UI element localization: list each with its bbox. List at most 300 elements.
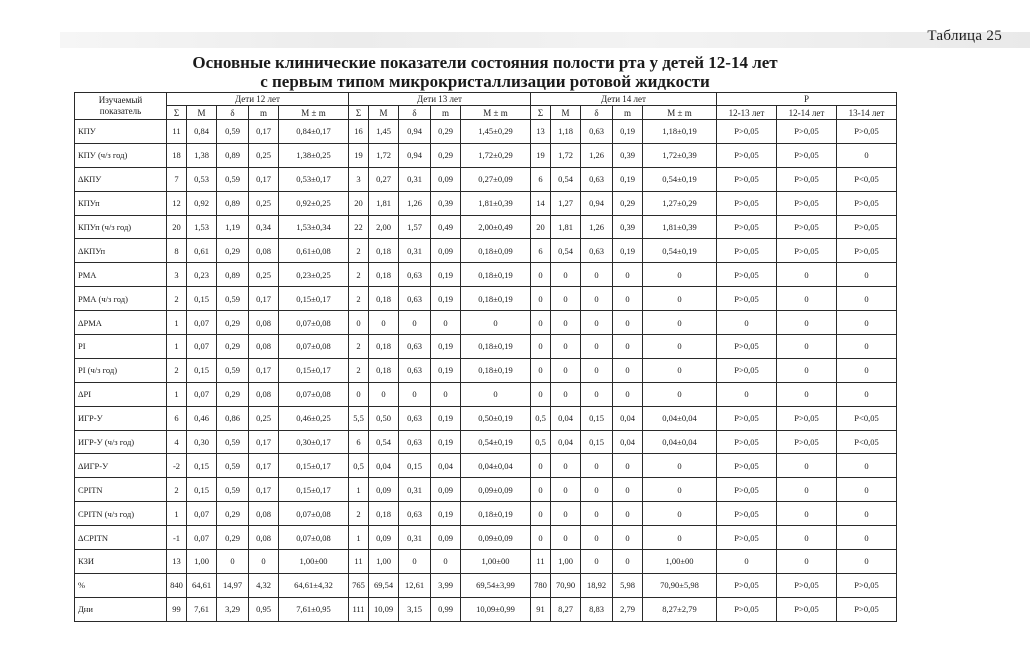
table-cell: 0,15 bbox=[581, 406, 613, 430]
table-cell: 1 bbox=[167, 311, 187, 335]
table-number: Таблица 25 bbox=[927, 28, 1002, 44]
table-cell: 0,09 bbox=[369, 526, 399, 550]
table-cell: Р>0,05 bbox=[777, 143, 837, 167]
table-cell: 0 bbox=[581, 550, 613, 574]
table-cell: 1,53 bbox=[187, 215, 217, 239]
table-cell: 3 bbox=[349, 167, 369, 191]
table-cell: 10,09±0,99 bbox=[461, 597, 531, 621]
table-cell: 0,92±0,25 bbox=[279, 191, 349, 215]
table-cell: 0,17 bbox=[249, 120, 279, 144]
table-cell: 0,53 bbox=[187, 167, 217, 191]
table-cell: 0,89 bbox=[217, 143, 249, 167]
table-cell: 0,19 bbox=[431, 430, 461, 454]
table-cell: 0,07±0,08 bbox=[279, 526, 349, 550]
table-cell: Р>0,05 bbox=[837, 239, 897, 263]
table-cell: 2,79 bbox=[613, 597, 643, 621]
table-cell: 1,72±0,29 bbox=[461, 143, 531, 167]
table-cell: Р>0,05 bbox=[717, 239, 777, 263]
table-cell: 0 bbox=[551, 478, 581, 502]
table-cell: 0 bbox=[717, 382, 777, 406]
table-cell: 0,04±0,04 bbox=[643, 406, 717, 430]
header-row-subcols bbox=[75, 106, 897, 120]
table-cell: 0 bbox=[643, 263, 717, 287]
table-cell: 1,81±0,39 bbox=[643, 215, 717, 239]
row-label: КПУ (ч/з год) bbox=[75, 143, 167, 167]
table-cell: 0 bbox=[837, 502, 897, 526]
table-cell: 0 bbox=[613, 263, 643, 287]
table-cell: 20 bbox=[349, 191, 369, 215]
sub-m: m bbox=[613, 106, 643, 120]
table-cell: 4 bbox=[167, 430, 187, 454]
table-cell: 0 bbox=[531, 358, 551, 382]
table-cell: 0,17 bbox=[249, 430, 279, 454]
table-cell: 0,19 bbox=[431, 358, 461, 382]
sub-mean: М bbox=[369, 106, 399, 120]
table-cell: 14 bbox=[531, 191, 551, 215]
table-cell: Р>0,05 bbox=[777, 167, 837, 191]
table-cell: Р>0,05 bbox=[717, 143, 777, 167]
table-cell: 0 bbox=[551, 263, 581, 287]
table-cell: 18 bbox=[167, 143, 187, 167]
table-cell: Р>0,05 bbox=[717, 120, 777, 144]
table-cell: 0,17 bbox=[249, 454, 279, 478]
table-cell: 1,00 bbox=[187, 550, 217, 574]
table-cell: 0,15 bbox=[399, 454, 431, 478]
table-cell: 0 bbox=[461, 311, 531, 335]
table-cell: 0,15±0,17 bbox=[279, 454, 349, 478]
table-cell: 0 bbox=[369, 382, 399, 406]
table-cell: 0,04 bbox=[431, 454, 461, 478]
table-cell: 0 bbox=[399, 550, 431, 574]
table-cell: 0 bbox=[581, 335, 613, 359]
table-cell: 1,72 bbox=[551, 143, 581, 167]
table-cell: 0,18±0,19 bbox=[461, 335, 531, 359]
table-cell: 7,61±0,95 bbox=[279, 597, 349, 621]
sub-delta: δ bbox=[581, 106, 613, 120]
table-cell: 0,84 bbox=[187, 120, 217, 144]
table-cell: Р>0,05 bbox=[717, 573, 777, 597]
table-cell: 0,39 bbox=[613, 143, 643, 167]
table-cell: 765 bbox=[349, 573, 369, 597]
table-cell: 0 bbox=[643, 478, 717, 502]
group-header-14: Дети 14 лет bbox=[531, 93, 717, 106]
table-cell: 0,04 bbox=[369, 454, 399, 478]
table-cell: 2 bbox=[167, 358, 187, 382]
table-cell: 0,17 bbox=[249, 167, 279, 191]
table-cell: 70,90±5,98 bbox=[643, 573, 717, 597]
table-cell: 0 bbox=[777, 311, 837, 335]
table-cell: 0,29 bbox=[431, 120, 461, 144]
row-label: ΔСРITN bbox=[75, 526, 167, 550]
table-cell: 0,19 bbox=[613, 167, 643, 191]
table-cell: 0,08 bbox=[249, 239, 279, 263]
table-cell: 91 bbox=[531, 597, 551, 621]
table-cell: Р>0,05 bbox=[717, 215, 777, 239]
table-cell: 0,15 bbox=[187, 478, 217, 502]
table-cell: 0 bbox=[643, 358, 717, 382]
table-row bbox=[75, 358, 897, 382]
table-cell: 22 bbox=[349, 215, 369, 239]
table-cell: 14,97 bbox=[217, 573, 249, 597]
table-cell: 0,94 bbox=[399, 120, 431, 144]
table-cell: 2 bbox=[349, 358, 369, 382]
table-cell: 8,27±2,79 bbox=[643, 597, 717, 621]
table-cell: Р>0,05 bbox=[717, 406, 777, 430]
table-cell: Р>0,05 bbox=[717, 526, 777, 550]
table-cell: 0,63 bbox=[581, 120, 613, 144]
table-cell: 780 bbox=[531, 573, 551, 597]
table-cell: Р>0,05 bbox=[837, 215, 897, 239]
table-cell: 0,04 bbox=[551, 406, 581, 430]
table-cell: 0,18±0,19 bbox=[461, 263, 531, 287]
table-cell: 0 bbox=[581, 454, 613, 478]
table-cell: 69,54±3,99 bbox=[461, 573, 531, 597]
table-cell: 20 bbox=[167, 215, 187, 239]
table-cell: 0,07 bbox=[187, 502, 217, 526]
table-cell: 0,54 bbox=[551, 239, 581, 263]
table-cell: Р>0,05 bbox=[717, 430, 777, 454]
table-cell: 0 bbox=[777, 382, 837, 406]
table-cell: 0 bbox=[217, 550, 249, 574]
table-cell: 0 bbox=[837, 143, 897, 167]
table-cell: 0,31 bbox=[399, 526, 431, 550]
table-cell: 6 bbox=[531, 167, 551, 191]
table-cell: 0,25 bbox=[249, 191, 279, 215]
table-cell: 6 bbox=[349, 430, 369, 454]
table-cell: 0,18±0,19 bbox=[461, 287, 531, 311]
p-col-12-14: 12-14 лет bbox=[777, 106, 837, 120]
table-cell: 0,19 bbox=[431, 335, 461, 359]
table-cell: 0,18±0,09 bbox=[461, 239, 531, 263]
table-cell: 0 bbox=[613, 311, 643, 335]
table-cell: 6 bbox=[167, 406, 187, 430]
p-col-13-14: 13-14 лет bbox=[837, 106, 897, 120]
table-cell: 0,54 bbox=[551, 167, 581, 191]
table-row bbox=[75, 454, 897, 478]
table-cell: 0,63 bbox=[399, 287, 431, 311]
p-header: Р bbox=[717, 93, 897, 106]
table-cell: Р>0,05 bbox=[777, 120, 837, 144]
table-cell: 1,57 bbox=[399, 215, 431, 239]
table-cell: 0 bbox=[777, 263, 837, 287]
table-cell: 0,19 bbox=[613, 120, 643, 144]
table-cell: 0,04 bbox=[613, 406, 643, 430]
table-cell: 0,29 bbox=[613, 191, 643, 215]
scan-shading bbox=[60, 32, 1030, 48]
table-cell: 1,81 bbox=[369, 191, 399, 215]
table-cell: 0 bbox=[551, 502, 581, 526]
table-cell: 0 bbox=[399, 311, 431, 335]
table-cell: 0,07 bbox=[187, 526, 217, 550]
table-cell: 0 bbox=[531, 335, 551, 359]
table-cell: 0 bbox=[613, 454, 643, 478]
sub-sum: Σ bbox=[349, 106, 369, 120]
table-cell: 1,26 bbox=[581, 143, 613, 167]
sub-mean: М bbox=[551, 106, 581, 120]
row-label: ΔИГР-У bbox=[75, 454, 167, 478]
table-cell: 0,18 bbox=[369, 502, 399, 526]
table-cell: 0,08 bbox=[249, 526, 279, 550]
table-cell: 11 bbox=[349, 550, 369, 574]
table-cell: Р>0,05 bbox=[717, 358, 777, 382]
table-cell: 13 bbox=[531, 120, 551, 144]
table-cell: 0 bbox=[837, 335, 897, 359]
table-cell: 0,07±0,08 bbox=[279, 311, 349, 335]
table-cell: 0,15 bbox=[187, 454, 217, 478]
table-cell: 5,98 bbox=[613, 573, 643, 597]
table-cell: 0 bbox=[777, 502, 837, 526]
table-cell: 2 bbox=[167, 478, 187, 502]
table-cell: 0 bbox=[581, 478, 613, 502]
table-cell: 2 bbox=[349, 263, 369, 287]
table-cell: 0 bbox=[643, 311, 717, 335]
table-cell: 0,29 bbox=[431, 143, 461, 167]
table-cell: 0 bbox=[837, 454, 897, 478]
table-cell: 0 bbox=[613, 335, 643, 359]
table-cell: 18,92 bbox=[581, 573, 613, 597]
table-row bbox=[75, 502, 897, 526]
table-cell: -2 bbox=[167, 454, 187, 478]
table-row bbox=[75, 263, 897, 287]
table-cell: Р<0,05 bbox=[837, 406, 897, 430]
table-cell: 1,26 bbox=[399, 191, 431, 215]
table-cell: 0,23 bbox=[187, 263, 217, 287]
table-row bbox=[75, 430, 897, 454]
table-cell: 0,99 bbox=[431, 597, 461, 621]
table-cell: 0,18 bbox=[369, 335, 399, 359]
table-cell: 8,83 bbox=[581, 597, 613, 621]
table-cell: 0,30±0,17 bbox=[279, 430, 349, 454]
table-row bbox=[75, 311, 897, 335]
table-cell: 0,59 bbox=[217, 454, 249, 478]
table-row bbox=[75, 478, 897, 502]
table-cell: 0,15±0,17 bbox=[279, 287, 349, 311]
row-label: СРITN bbox=[75, 478, 167, 502]
table-cell: 0 bbox=[613, 502, 643, 526]
sub-sum: Σ bbox=[167, 106, 187, 120]
table-cell: 2 bbox=[349, 239, 369, 263]
table-cell: 19 bbox=[531, 143, 551, 167]
table-row bbox=[75, 573, 897, 597]
table-cell: 0,25 bbox=[249, 263, 279, 287]
table-cell: 3,15 bbox=[399, 597, 431, 621]
table-cell: 0 bbox=[837, 263, 897, 287]
table-cell: 1 bbox=[167, 382, 187, 406]
sub-m: m bbox=[431, 106, 461, 120]
table-cell: 2,00 bbox=[369, 215, 399, 239]
table-cell: 7,61 bbox=[187, 597, 217, 621]
table-cell: 13 bbox=[167, 550, 187, 574]
table-cell: 0,09 bbox=[431, 478, 461, 502]
table-row bbox=[75, 382, 897, 406]
table-cell: 10,09 bbox=[369, 597, 399, 621]
table-cell: 0 bbox=[643, 526, 717, 550]
table-cell: 0,09 bbox=[431, 167, 461, 191]
table-cell: 0,63 bbox=[581, 167, 613, 191]
table-cell: 0,63 bbox=[399, 406, 431, 430]
table-cell: 0,29 bbox=[217, 239, 249, 263]
table-cell: 1 bbox=[167, 502, 187, 526]
table-cell: 0,07±0,08 bbox=[279, 382, 349, 406]
row-label: РI (ч/з год) bbox=[75, 358, 167, 382]
table-cell: 6 bbox=[531, 239, 551, 263]
table-cell: 0 bbox=[431, 550, 461, 574]
table-cell: Р>0,05 bbox=[717, 454, 777, 478]
table-cell: 1 bbox=[349, 526, 369, 550]
table-cell: Р>0,05 bbox=[777, 430, 837, 454]
table-cell: 1,18±0,19 bbox=[643, 120, 717, 144]
table-cell: 0 bbox=[531, 526, 551, 550]
table-cell: 0,27±0,09 bbox=[461, 167, 531, 191]
table-cell: 3 bbox=[167, 263, 187, 287]
table-cell: 0 bbox=[349, 382, 369, 406]
table-cell: Р>0,05 bbox=[777, 215, 837, 239]
table-cell: 0,19 bbox=[431, 406, 461, 430]
sub-delta: δ bbox=[217, 106, 249, 120]
table-cell: 0,59 bbox=[217, 430, 249, 454]
table-cell: 0,61 bbox=[187, 239, 217, 263]
table-cell: 0 bbox=[581, 526, 613, 550]
row-label: ΔРI bbox=[75, 382, 167, 406]
table-cell: 8 bbox=[167, 239, 187, 263]
table-cell: 1,00±00 bbox=[643, 550, 717, 574]
table-cell: 3,29 bbox=[217, 597, 249, 621]
row-label: % bbox=[75, 573, 167, 597]
table-cell: 0 bbox=[613, 382, 643, 406]
table-cell: 1,53±0,34 bbox=[279, 215, 349, 239]
table-cell: 0,84±0,17 bbox=[279, 120, 349, 144]
table-cell: 1,72 bbox=[369, 143, 399, 167]
table-cell: 0,59 bbox=[217, 287, 249, 311]
table-cell: 0,09±0,09 bbox=[461, 526, 531, 550]
table-cell: 0,18 bbox=[369, 239, 399, 263]
table-cell: 0,63 bbox=[399, 263, 431, 287]
row-label: ИГР-У (ч/з год) bbox=[75, 430, 167, 454]
table-cell: 1,18 bbox=[551, 120, 581, 144]
table-cell: 0,94 bbox=[581, 191, 613, 215]
table-cell: 0,31 bbox=[399, 478, 431, 502]
table-cell: 0 bbox=[643, 454, 717, 478]
table-cell: 0 bbox=[369, 311, 399, 335]
table-cell: 0,50±0,19 bbox=[461, 406, 531, 430]
table-cell: 12 bbox=[167, 191, 187, 215]
table-cell: 0,63 bbox=[399, 335, 431, 359]
table-cell: 1,81±0,39 bbox=[461, 191, 531, 215]
table-cell: 16 bbox=[349, 120, 369, 144]
table-cell: 69,54 bbox=[369, 573, 399, 597]
table-cell: 2 bbox=[349, 335, 369, 359]
table-cell: 0,5 bbox=[349, 454, 369, 478]
sub-mean-pm: М ± m bbox=[643, 106, 717, 120]
table-title-line2: с первым типом микрокристаллизации ротовой жидкости bbox=[260, 72, 710, 91]
table-cell: 0,54±0,19 bbox=[461, 430, 531, 454]
table-cell: 0 bbox=[613, 526, 643, 550]
table-cell: 0 bbox=[531, 382, 551, 406]
table-cell: 11 bbox=[167, 120, 187, 144]
row-label: ΔКПУ bbox=[75, 167, 167, 191]
table-cell: 0,30 bbox=[187, 430, 217, 454]
table-cell: 0,89 bbox=[217, 191, 249, 215]
table-cell: 0,09 bbox=[431, 239, 461, 263]
table-cell: 1,45±0,29 bbox=[461, 120, 531, 144]
table-cell: 1,72±0,39 bbox=[643, 143, 717, 167]
table-cell: 0 bbox=[249, 550, 279, 574]
table-cell: 2 bbox=[167, 287, 187, 311]
table-row bbox=[75, 406, 897, 430]
table-cell: 4,32 bbox=[249, 573, 279, 597]
table-row bbox=[75, 335, 897, 359]
table-cell: 0,08 bbox=[249, 502, 279, 526]
table-cell: 0 bbox=[613, 358, 643, 382]
table-cell: 0 bbox=[531, 287, 551, 311]
table-row bbox=[75, 287, 897, 311]
table-cell: 0,04 bbox=[613, 430, 643, 454]
row-label: КПУ bbox=[75, 120, 167, 144]
table-row bbox=[75, 167, 897, 191]
table-cell: 0,18 bbox=[369, 358, 399, 382]
table-cell: Р>0,05 bbox=[837, 573, 897, 597]
table-row bbox=[75, 120, 897, 144]
table-cell: 0,15 bbox=[187, 358, 217, 382]
table-cell: 0 bbox=[531, 311, 551, 335]
table-cell: 0 bbox=[613, 287, 643, 311]
table-cell: 12,61 bbox=[399, 573, 431, 597]
table-cell: 0,31 bbox=[399, 239, 431, 263]
sub-delta: δ bbox=[399, 106, 431, 120]
table-cell: 0,5 bbox=[531, 430, 551, 454]
table-cell: 0,50 bbox=[369, 406, 399, 430]
table-cell: 1,00 bbox=[369, 550, 399, 574]
table-cell: 0 bbox=[837, 478, 897, 502]
table-cell: 0 bbox=[777, 358, 837, 382]
table-cell: 0 bbox=[551, 311, 581, 335]
table-row bbox=[75, 215, 897, 239]
table-cell: Р>0,05 bbox=[717, 191, 777, 215]
table-cell: 0 bbox=[777, 335, 837, 359]
indicator-header-line2: показатель bbox=[99, 106, 142, 116]
indicator-header-line1: Изучаемый bbox=[98, 95, 143, 105]
table-cell: Р>0,05 bbox=[717, 335, 777, 359]
table-cell: 0,54 bbox=[369, 430, 399, 454]
table-cell: 0,63 bbox=[399, 358, 431, 382]
table-cell: 0,29 bbox=[217, 526, 249, 550]
table-cell: 0,15±0,17 bbox=[279, 358, 349, 382]
table-cell: 0 bbox=[643, 335, 717, 359]
table-cell: Р>0,05 bbox=[837, 597, 897, 621]
data-table bbox=[74, 92, 897, 622]
table-cell: 0,59 bbox=[217, 478, 249, 502]
group-header-13: Дети 13 лет bbox=[349, 93, 531, 106]
table-cell: 2,00±0,49 bbox=[461, 215, 531, 239]
table-cell: 0 bbox=[717, 550, 777, 574]
table-cell: 0,59 bbox=[217, 358, 249, 382]
table-cell: 70,90 bbox=[551, 573, 581, 597]
table-cell: Р>0,05 bbox=[777, 406, 837, 430]
table-cell: 0,29 bbox=[217, 502, 249, 526]
table-cell: 7 bbox=[167, 167, 187, 191]
table-cell: 0,08 bbox=[249, 382, 279, 406]
table-row bbox=[75, 597, 897, 621]
table-cell: 1,19 bbox=[217, 215, 249, 239]
table-cell: 0,59 bbox=[217, 120, 249, 144]
table-cell: 2 bbox=[349, 502, 369, 526]
table-cell: 0 bbox=[643, 502, 717, 526]
table-cell: 0 bbox=[777, 478, 837, 502]
table-cell: Р>0,05 bbox=[777, 573, 837, 597]
group-header-12: Дети 12 лет bbox=[167, 93, 349, 106]
table-row bbox=[75, 191, 897, 215]
table-cell: 0 bbox=[777, 454, 837, 478]
